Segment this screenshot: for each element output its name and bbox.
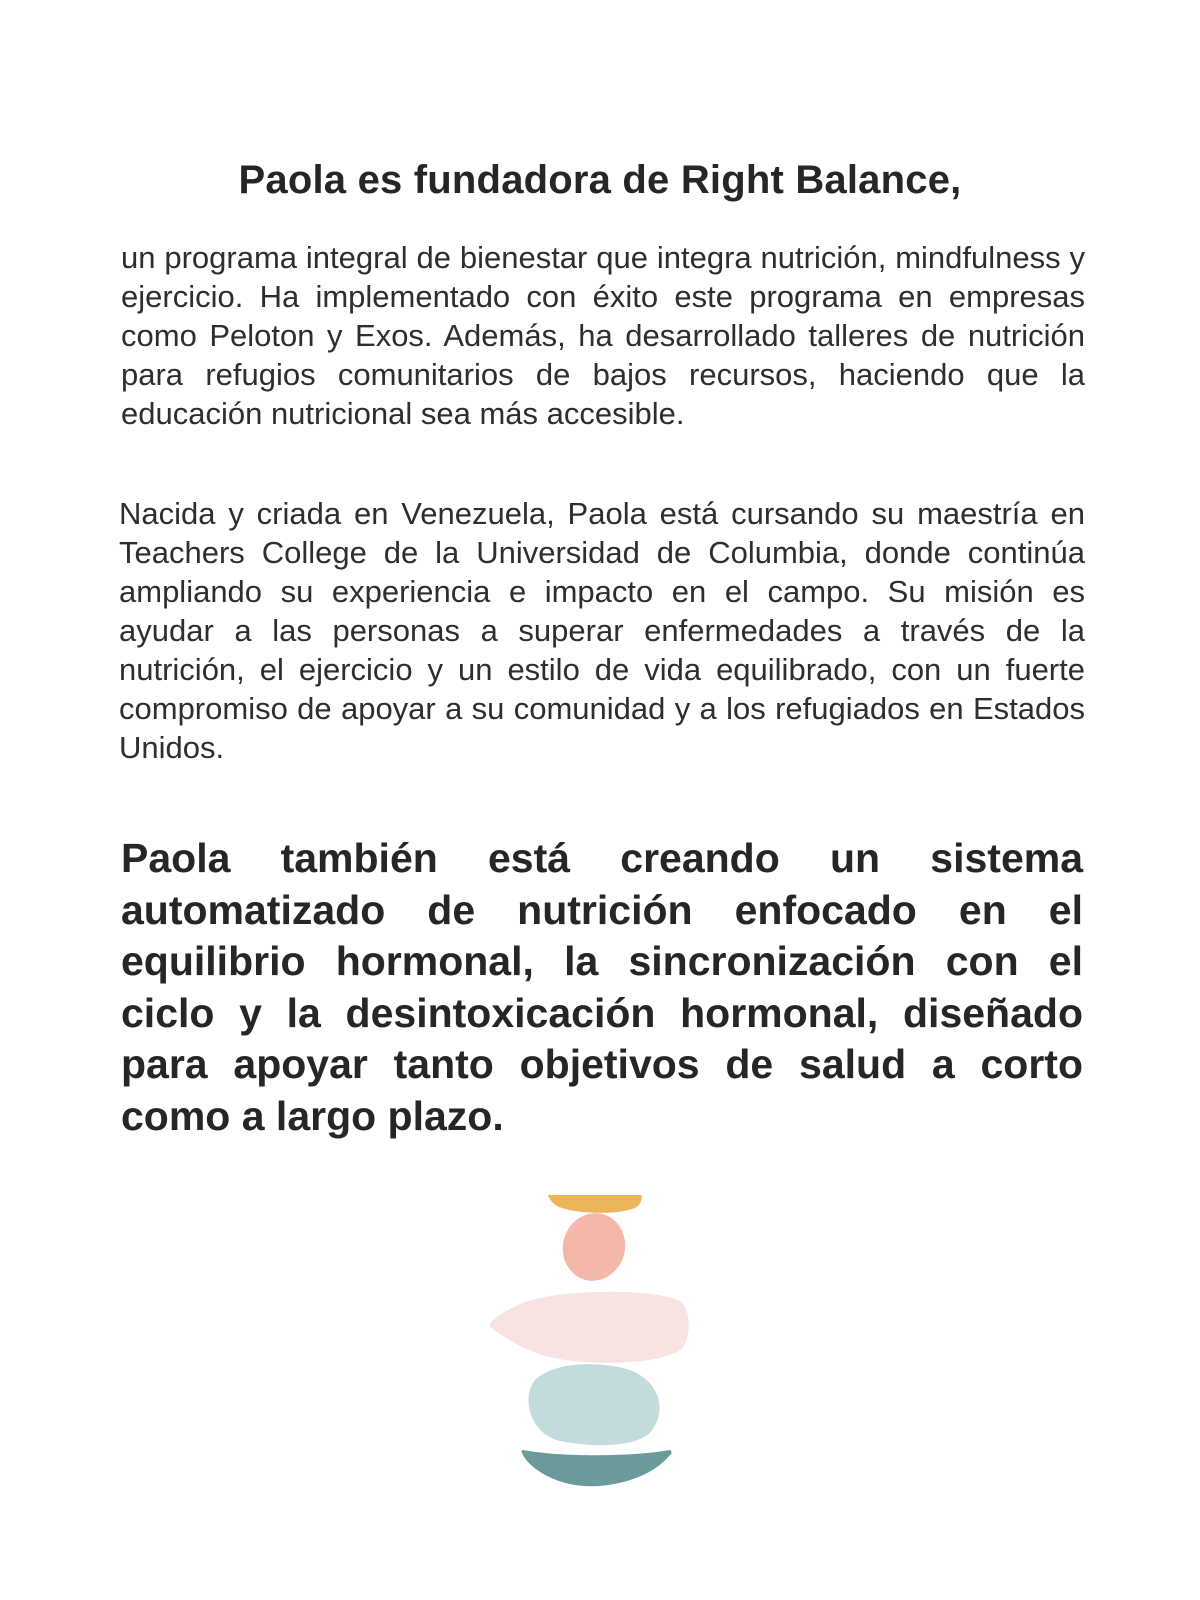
page-title: Paola es fundadora de Right Balance,: [238, 158, 962, 202]
top-stone: [547, 1195, 642, 1213]
bottom-stone: [522, 1450, 672, 1486]
fourth-stone: [528, 1364, 659, 1445]
highlight-statement: Paola también está creando un sistema automatizado de nutrición enfocado en el equilibrio hormonal, la sincronización con el ciclo y la desintoxicación hormonal, diseñado para apoyar tanto objetivos de salud a corto como a largo plazo.: [121, 835, 1083, 1139]
balanced-stones-illustration: [480, 1195, 720, 1535]
intro-paragraph: un programa integral de bienestar que integra nutrición, mindfulness y ejercicio. Ha implementado con éxito este programa en empresas como Peloton y Exos. Además, ha desarrollado talleres de nutrición para refugios comunitarios de bajos recursos, haciendo que la educación nutricional sea más accesible.: [121, 240, 1085, 431]
second-stone: [555, 1206, 632, 1288]
background-paragraph: Nacida y criada en Venezuela, Paola está cursando su maestría en Teachers College de la Universidad de Columbia, donde continúa ampliando su experiencia e impacto en el campo. Su misión es ayudar a las personas a superar enfermedades a través de la nutrición, el ejercicio y un estilo de vida equilibrado, con un fuerte compromiso de apoyar a su comunidad y a los refugiados en Estados Unidos.: [119, 496, 1085, 765]
middle-stone: [489, 1292, 688, 1363]
